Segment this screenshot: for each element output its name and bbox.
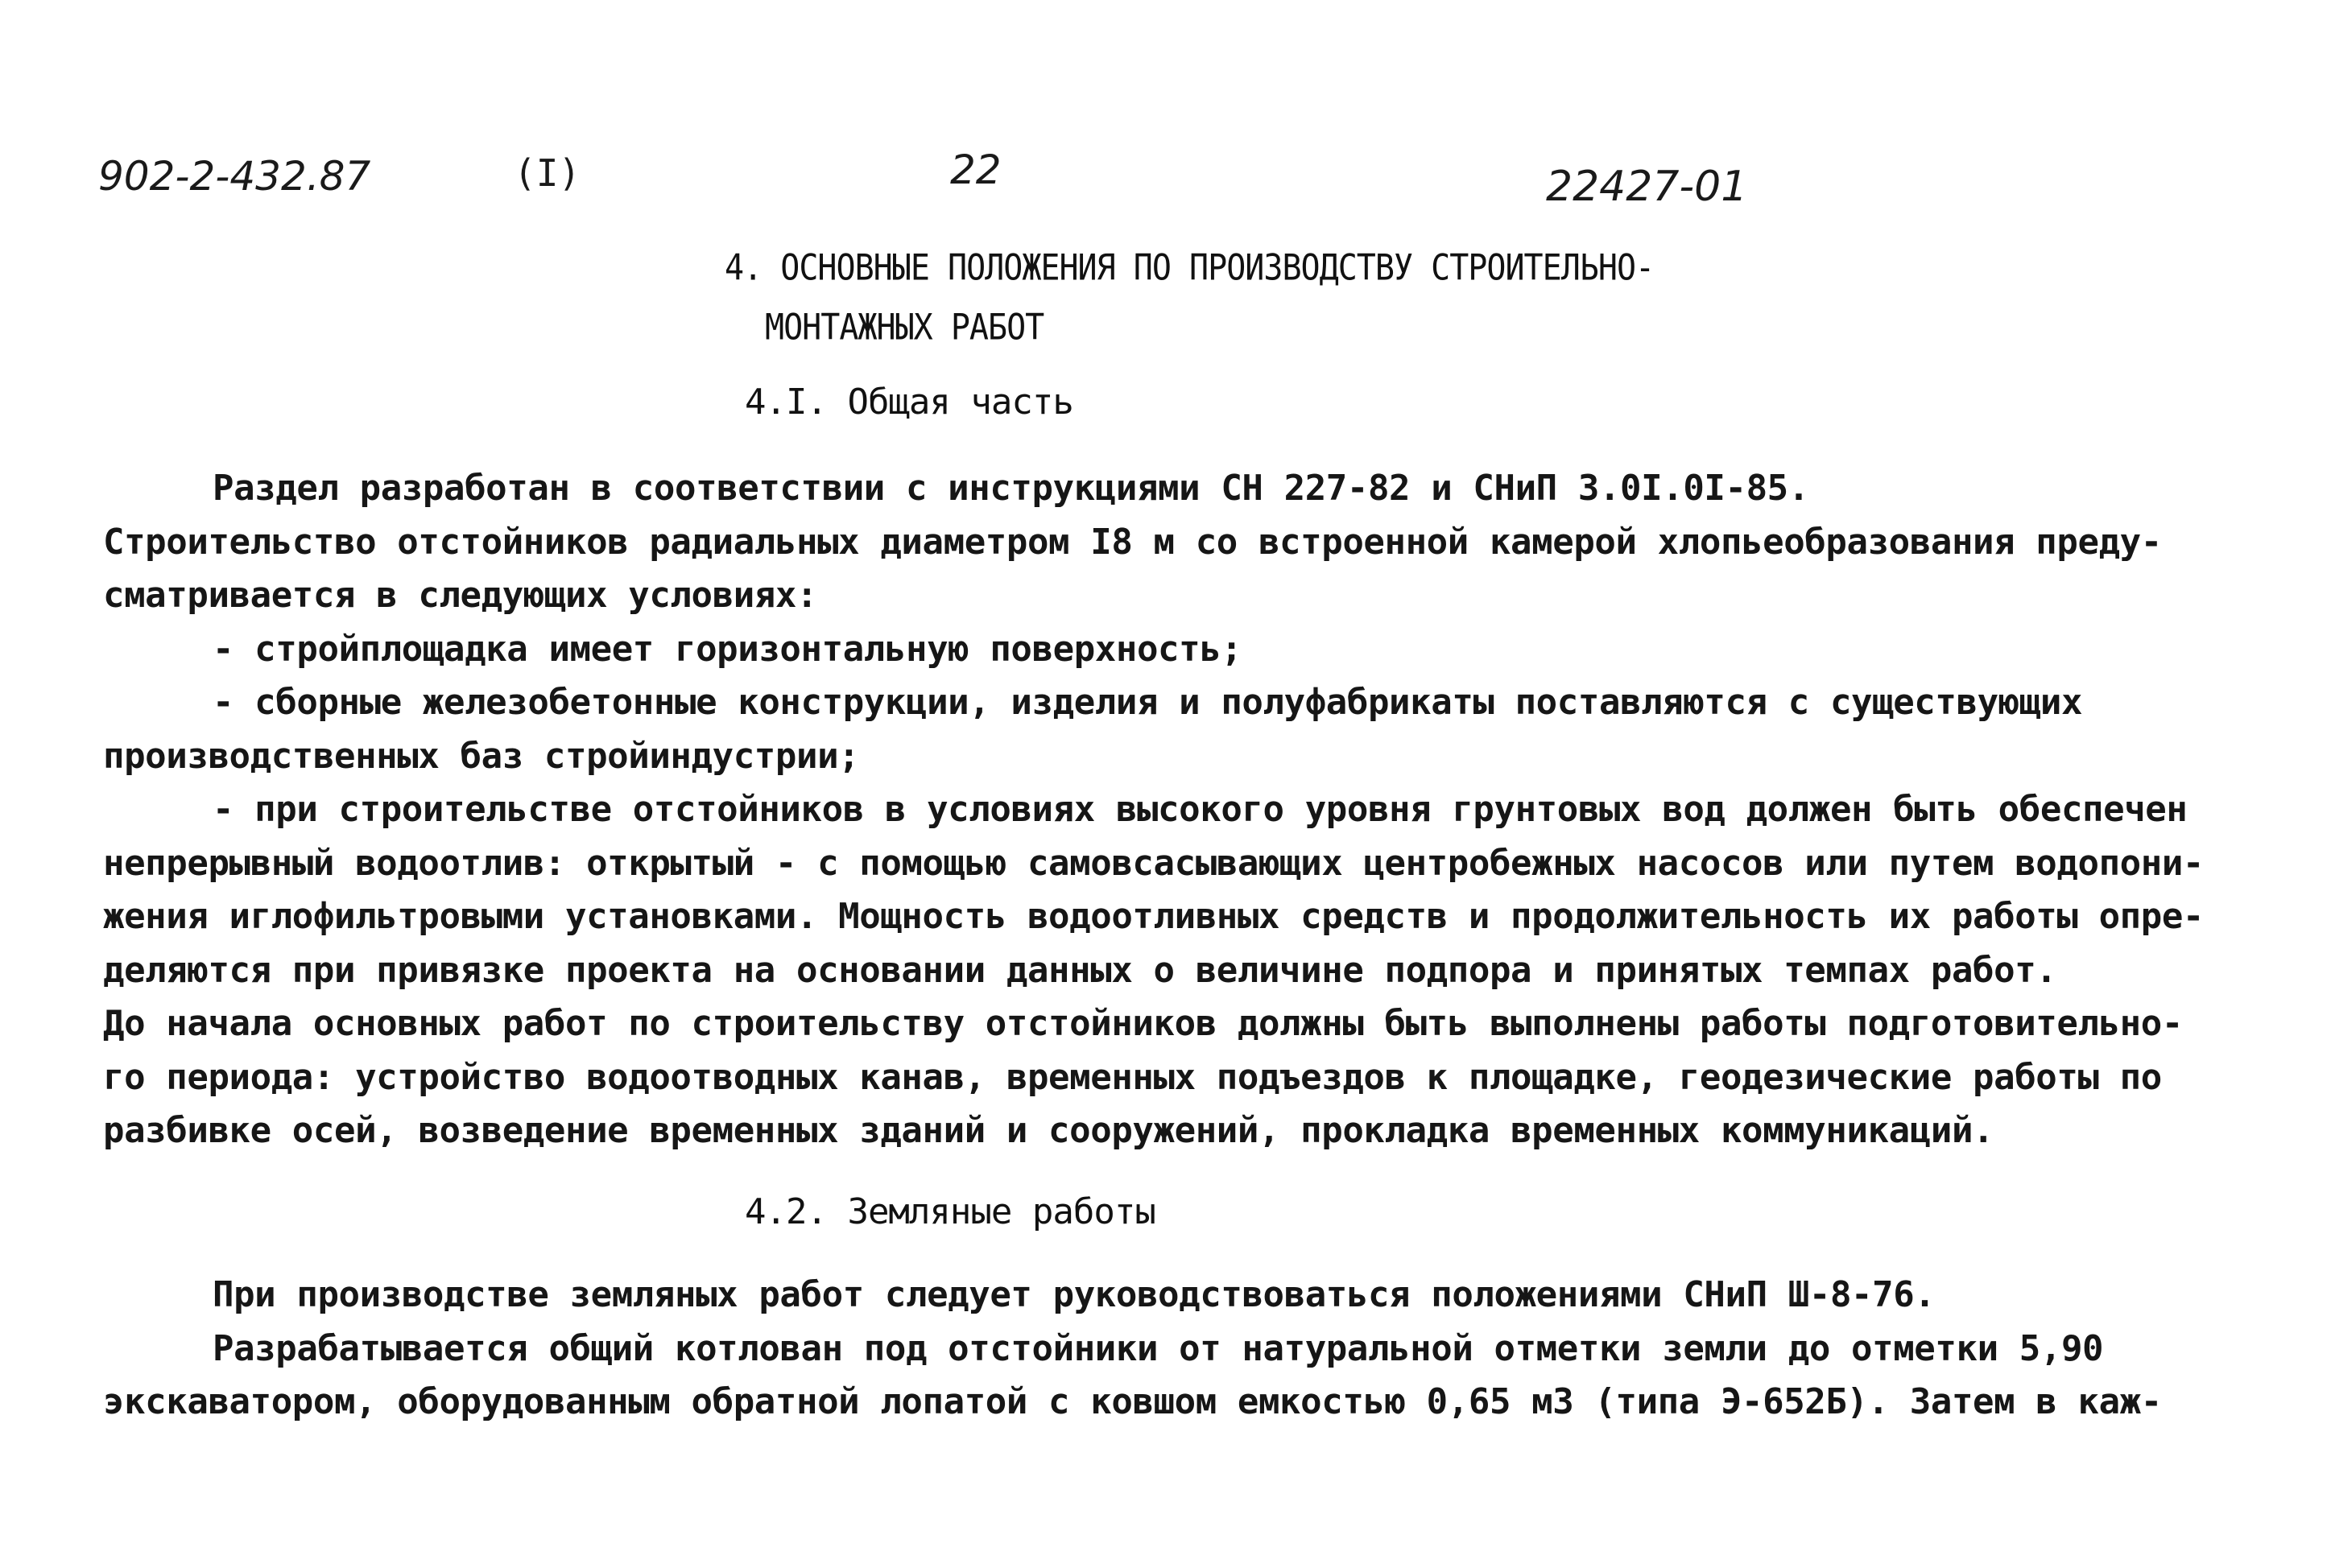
text-line: экскаватором, оборудованным обратной лопатой с ковшом емкостью 0,65 м3 (типа Э-652Б). Затем в каж-	[103, 1381, 2162, 1422]
page-number: 22	[950, 146, 1002, 193]
subsection-heading-earthworks: 4.2. Земляные работы	[745, 1191, 1155, 1232]
text-line: - стройплощадка имеет горизонтальную поверхность;	[213, 628, 1242, 670]
sheet-number: 22427-01	[1546, 163, 1748, 211]
text-line: - при строительстве отстойников в условиях высокого уровня грунтовых вод должен быть обеспечен	[213, 789, 2188, 830]
text-line: го периода: устройство водоотводных канав, временных подъездов к площадке, геодезические работы по	[103, 1056, 2162, 1098]
text-line: сматривается в следующих условиях:	[103, 575, 818, 616]
text-line: деляются при привязке проекта на основании данных о величине подпора и принятых темпах работ.	[103, 949, 2057, 991]
subsection-body-general	[103, 462, 2237, 1158]
document-code: 902-2-432.87	[98, 153, 371, 200]
text-line: жения иглофильтровыми установками. Мощность водоотливных средств и продолжительность их работы опре-	[103, 896, 2205, 937]
text-line: До начала основных работ по строительству отстойников должны быть выполнены работы подготовительно-	[103, 1003, 2183, 1044]
text-line: разбивке осей, возведение временных зданий и сооружений, прокладка временных коммуникаций.	[103, 1110, 1994, 1151]
text-line: Строительство отстойников радиальных диаметром I8 м со встроенной камерой хлопьеобразования преду-	[103, 521, 2162, 563]
text-line: непрерывный водоотлив: открытый - с помощью самовсасывающих центробежных насосов или путем водопони-	[103, 842, 2205, 884]
section-title-line-2: МОНТАЖНЫХ РАБОТ	[765, 307, 1044, 349]
page-header	[0, 145, 2331, 217]
section-title	[725, 238, 1932, 357]
subsection-body-earthworks	[103, 1269, 2237, 1430]
volume-number: (I)	[514, 151, 581, 195]
text-line: - сборные железобетонные конструкции, изделия и полуфабрикаты поставляются с существующих	[213, 682, 2083, 723]
section-title-line-1: 4. ОСНОВНЫЕ ПОЛОЖЕНИЯ ПО ПРОИЗВОДСТВУ СТРОИТЕЛЬНО-	[725, 247, 1655, 289]
text-line: При производстве земляных работ следует руководствоваться положениями СНиП Ш-8-76.	[213, 1274, 1936, 1315]
text-line: Раздел разработан в соответствии с инструкциями СН 227-82 и СНиП 3.0I.0I-85.	[213, 468, 1809, 509]
text-line: Разрабатывается общий котлован под отстойники от натуральной отметки земли до отметки 5,90	[213, 1327, 2104, 1369]
text-line: производственных баз стройиндустрии;	[103, 735, 860, 777]
subsection-heading-general: 4.I. Общая часть	[745, 382, 1073, 423]
